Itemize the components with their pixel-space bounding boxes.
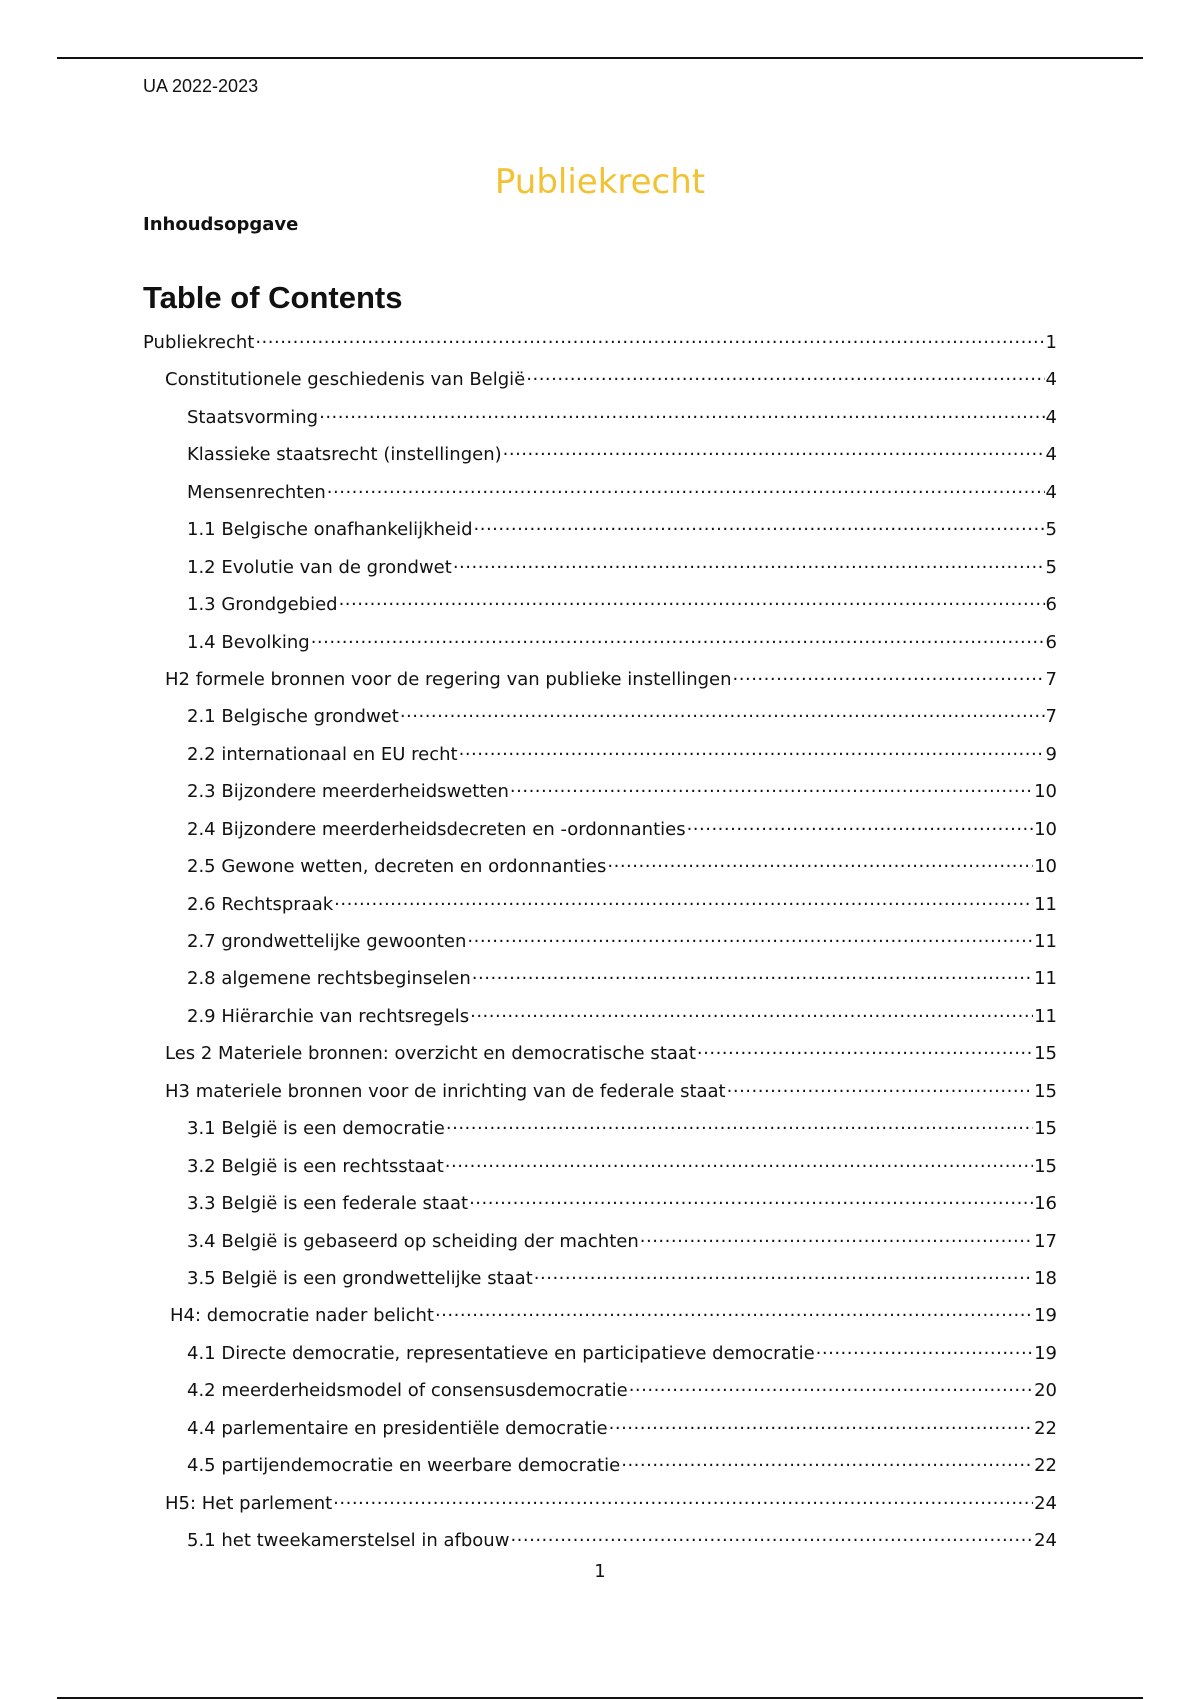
toc-entry[interactable] [143,517,1057,554]
toc-leader-dots [333,1491,1033,1509]
toc-entry-text: 2.5 Gewone wetten, decreten en ordonnanties [187,856,607,878]
document-title: Publiekrecht [494,162,706,202]
toc-leader-dots [526,367,1044,385]
header-text: UA 2022-2023 [143,76,259,96]
toc-leader-dots [629,1378,1033,1396]
toc-leader-dots [319,405,1044,423]
toc-entry-text: 2.1 Belgische grondwet [187,706,399,728]
toc-entry-page: 11 [1034,893,1057,915]
toc-entry[interactable] [143,1154,1057,1191]
toc-leader-dots [334,892,1033,910]
page-number: 1 [594,1561,606,1582]
toc-entry[interactable] [143,1341,1057,1378]
toc-leader-dots [435,1303,1033,1321]
toc-entry[interactable] [143,405,1057,442]
toc-entry-page: 24 [1034,1530,1057,1551]
toc-entry-page: 15 [1034,1118,1057,1140]
toc-entry[interactable] [143,1191,1057,1228]
toc-entry[interactable] [143,892,1057,929]
toc-heading: Table of Contents [143,280,403,315]
toc-entry[interactable] [143,1004,1057,1041]
toc-entry[interactable] [143,817,1057,854]
toc-entry-text: 1.1 Belgische onafhankelijkheid [187,519,473,541]
toc-entry-text: 1.3 Grondgebied [187,594,338,616]
toc-entry-page: 19 [1034,1305,1057,1327]
header-rule [57,57,1143,59]
toc-entry-page: 10 [1034,818,1057,840]
toc-leader-dots [327,480,1045,498]
toc-leader-dots [534,1266,1033,1284]
toc-leader-dots [470,1004,1033,1022]
toc-entry-text: 3.3 België is een federale staat [187,1193,469,1215]
toc-leader-dots [469,1191,1033,1209]
toc-leader-dots [621,1453,1033,1471]
toc-entry-text: 2.4 Bijzondere meerderheidsdecreten en -ordonnanties [187,818,686,840]
toc-entry-text: H3 materiele bronnen voor de inrichting van de federale staat [165,1080,726,1102]
toc-entry-text: Klassieke staatsrecht (instellingen) [187,444,502,466]
toc-leader-dots [311,630,1045,648]
toc-entry-text: Mensenrechten [187,481,326,503]
toc-entry-page: 5 [1045,556,1057,578]
toc-entry-page: 7 [1045,706,1057,728]
toc-leader-dots [510,1528,1033,1546]
footer-rule [57,1697,1143,1699]
toc-entry-text: Staatsvorming [187,406,319,428]
toc-entry[interactable] [143,1491,1057,1528]
toc-leader-dots [640,1229,1033,1247]
toc-entry-text: 2.2 internationaal en EU recht [187,743,458,765]
toc-entry-text: 1.2 Evolutie van de grondwet [187,556,452,578]
toc-leader-dots [687,817,1034,835]
toc-leader-dots [339,592,1045,610]
toc-entry-text: 5.1 het tweekamerstelsel in afbouw [187,1530,510,1551]
toc-leader-dots [733,667,1045,685]
toc-entry-page: 17 [1034,1230,1057,1252]
toc-entry-page: 6 [1045,631,1057,653]
toc-entry-text: H4: democratie nader belicht [170,1305,434,1327]
toc-entry[interactable] [143,966,1057,1003]
toc-entry-page: 10 [1034,856,1057,878]
toc-leader-dots [459,742,1045,760]
toc-entry-page: 11 [1034,931,1057,952]
toc-entry-page: 4 [1045,369,1057,391]
toc-entry-text: Publiekrecht [143,332,255,353]
toc-entry-text: Constitutionele geschiedenis van België [165,369,526,391]
toc-entry-page: 7 [1045,668,1057,690]
toc-entry-page: 20 [1034,1380,1057,1402]
toc-entry-page: 4 [1045,406,1057,428]
toc-leader-dots [472,966,1033,984]
toc-entry[interactable] [143,1266,1057,1303]
toc-entry-page: 15 [1034,1155,1057,1177]
toc-entry-page: 15 [1034,1043,1057,1065]
toc-leader-dots [510,779,1033,797]
toc-entry[interactable] [143,367,1057,404]
toc-entry-page: 6 [1045,594,1057,616]
toc-entry-text: 2.8 algemene rechtsbeginselen [187,968,471,990]
toc-entry-text: 3.1 België is een democratie [187,1118,445,1140]
toc-entry[interactable] [143,1116,1057,1153]
toc-entry-page: 5 [1045,519,1057,541]
toc-entry-page: 9 [1045,743,1057,765]
toc-leader-dots [445,1154,1033,1172]
toc-leader-dots [697,1041,1033,1059]
toc-entry[interactable] [143,1041,1057,1078]
toc-entry[interactable] [143,1079,1057,1116]
toc-entry-page: 11 [1034,1005,1057,1027]
toc-leader-dots [607,854,1033,872]
toc-entry[interactable] [143,779,1057,816]
toc-entry-page: 24 [1034,1492,1057,1514]
toc-entry-page: 10 [1034,781,1057,803]
toc-entry[interactable] [143,667,1057,704]
toc-entry[interactable] [143,929,1057,966]
toc-entry[interactable] [143,1229,1057,1266]
toc-entry-text: Les 2 Materiele bronnen: overzicht en democratische staat [165,1043,696,1065]
toc-entry[interactable] [143,1303,1057,1340]
toc-entry[interactable] [143,704,1057,741]
toc-entry-text: 2.6 Rechtspraak [187,893,334,915]
toc-entry-text: 1.4 Bevolking [187,631,310,653]
toc-entry-page: 15 [1034,1080,1057,1102]
toc-entry-text: 3.2 België is een rechtsstaat [187,1155,444,1177]
toc-leader-dots [255,330,1044,348]
toc-entry-page: 22 [1034,1417,1057,1439]
toc-entry[interactable] [143,1416,1057,1453]
toc-entry-page: 18 [1034,1267,1057,1289]
toc-entry[interactable] [143,630,1057,667]
toc-leader-dots [727,1079,1033,1097]
toc-entry[interactable] [143,742,1057,779]
toc-entry-page: 1 [1045,332,1057,353]
toc-entry[interactable] [143,480,1057,517]
toc-entry-page: 22 [1034,1455,1057,1477]
toc-entry[interactable] [143,1528,1057,1565]
toc-leader-dots [446,1116,1033,1134]
toc-leader-dots [467,929,1033,947]
toc-entry-text: 4.4 parlementaire en presidentiële democratie [187,1417,608,1439]
toc-entry-page: 16 [1034,1193,1057,1215]
toc-entry-text: 4.2 meerderheidsmodel of consensusdemocratie [187,1380,628,1402]
toc-leader-dots [453,555,1045,573]
toc-entry-text: 3.5 België is een grondwettelijke staat [187,1267,533,1289]
toc-leader-dots [816,1341,1033,1359]
toc-entry[interactable] [143,330,1057,367]
toc-entry-text: H2 formele bronnen voor de regering van publieke instellingen [165,668,732,690]
toc-entry-text: 3.4 België is gebaseerd op scheiding der machten [187,1230,639,1252]
toc-entry[interactable] [143,555,1057,592]
toc-entry-text: 4.1 Directe democratie, representatieve en participatieve democratie [187,1342,815,1364]
toc-entry[interactable] [143,1453,1057,1490]
toc-entry[interactable] [143,854,1057,891]
toc-entry-text: 2.9 Hiërarchie van rechtsregels [187,1005,470,1027]
toc-list [143,330,1057,1565]
toc-leader-dots [609,1416,1033,1434]
toc-entry-text: H5: Het parlement [165,1492,333,1514]
toc-leader-dots [474,517,1045,535]
toc-label: Inhoudsopgave [143,214,299,235]
toc-entry[interactable] [143,1378,1057,1415]
toc-entry-page: 4 [1045,444,1057,466]
toc-leader-dots [400,704,1045,722]
toc-entry-text: 4.5 partijendemocratie en weerbare democratie [187,1455,621,1477]
toc-entry[interactable] [143,592,1057,629]
toc-entry-page: 4 [1045,481,1057,503]
toc-leader-dots [503,442,1045,460]
toc-entry-page: 11 [1034,968,1057,990]
toc-entry[interactable] [143,442,1057,479]
toc-entry-page: 19 [1034,1342,1057,1364]
toc-entry-text: 2.3 Bijzondere meerderheidswetten [187,781,509,803]
toc-entry-text: 2.7 grondwettelijke gewoonten [187,931,467,952]
